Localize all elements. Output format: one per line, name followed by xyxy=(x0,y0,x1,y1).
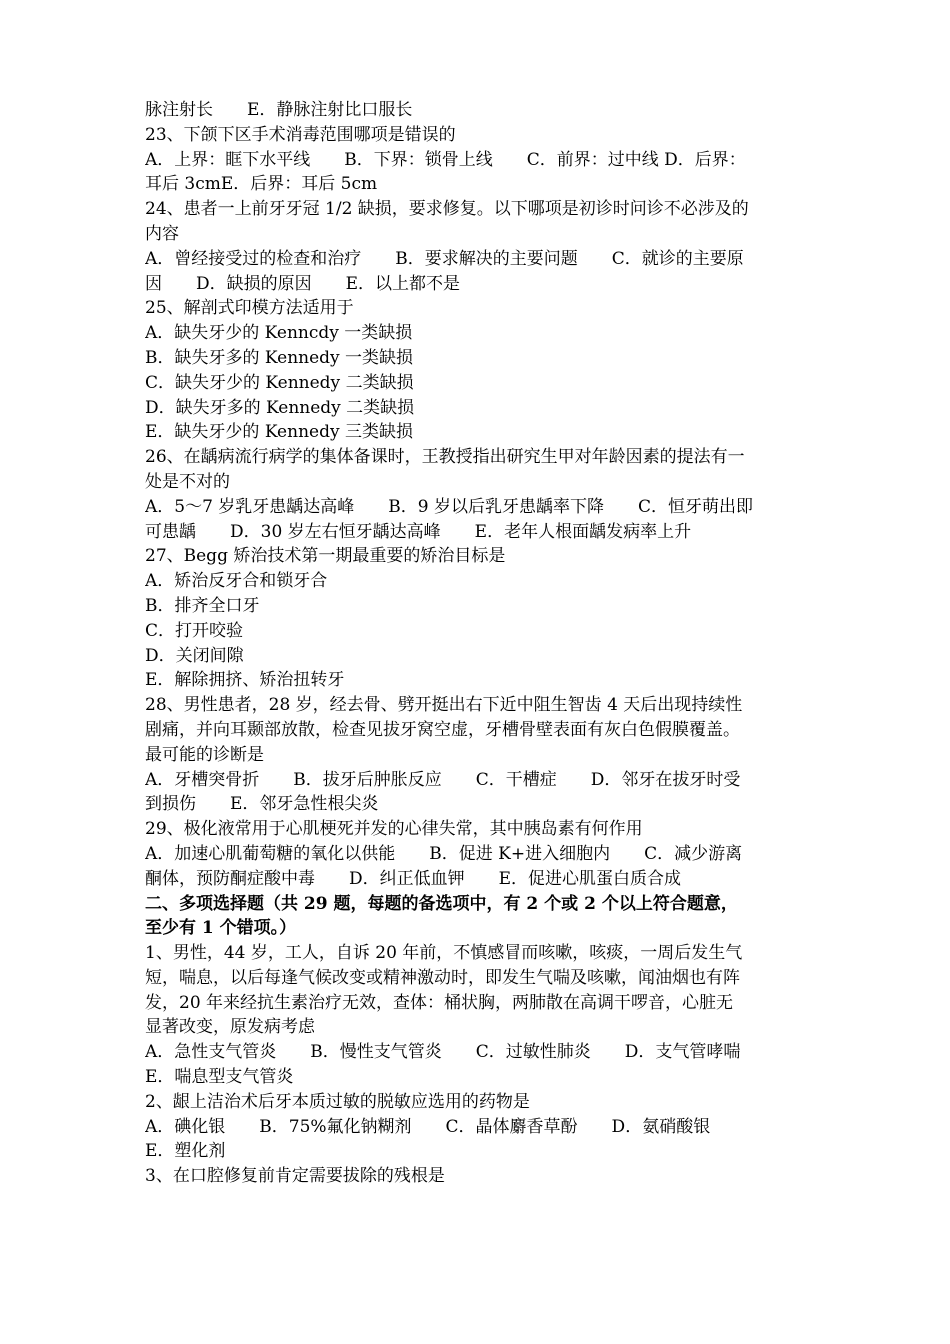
text-line: E．解除拥挤、矫治扭转牙 xyxy=(145,670,345,691)
text-line: B．缺失牙多的 Kennedy 一类缺损 xyxy=(145,347,414,368)
text-line: E．塑化剂 xyxy=(145,1141,226,1162)
question-1-title: 1、男性，44 岁，工人，自诉 20 年前，不慎感冒而咳嗽，咳痰，一周后发生气 xyxy=(145,943,743,964)
document-page xyxy=(145,98,815,1189)
question-25-title: 25、解剖式印模方法适用于 xyxy=(145,298,354,319)
text-line: 处是不对的 xyxy=(145,471,230,492)
text-line: A．牙槽突骨折 B．拔牙后肿胀反应 C．干槽症 D．邻牙在拔牙时受 xyxy=(145,769,741,790)
section-heading: 二、多项选择题（共 29 题，每题的备选项中，有 2 个或 2 个以上符合题意， xyxy=(145,893,738,914)
text-line: 内容 xyxy=(145,223,179,244)
text-line: A．曾经接受过的检查和治疗 B．要求解决的主要问题 C．就诊的主要原 xyxy=(145,248,744,269)
text-line: E．喘息型支气管炎 xyxy=(145,1067,294,1088)
text-line: E．缺失牙少的 Kennedy 三类缺损 xyxy=(145,422,413,443)
text-line: D．缺失牙多的 Kennedy 二类缺损 xyxy=(145,397,415,418)
text-line: C．打开咬验 xyxy=(145,620,244,641)
text-line: 耳后 3cmE．后界：耳后 5cm xyxy=(145,174,378,195)
text-line: D．关闭间隙 xyxy=(145,645,244,666)
text-line: 短，喘息，以后每逢气候改变或精神激动时，即发生气喘及咳嗽，闻油烟也有阵 xyxy=(145,967,740,988)
text-line: A．加速心肌葡萄糖的氧化以供能 B．促进 K+进入细胞内 C．减少游离 xyxy=(145,843,743,864)
text-line: 因 D．缺损的原因 E．以上都不是 xyxy=(145,273,461,294)
question-24-title: 24、患者一上前牙牙冠 1/2 缺损，要求修复。以下哪项是初诊时问诊不必涉及的 xyxy=(145,199,749,220)
text-line: 显著改变，原发病考虑 xyxy=(145,1017,315,1038)
text-line: A．碘化银 B．75%氟化钠糊剂 C．晶体麝香草酚 D．氨硝酸银 xyxy=(145,1116,711,1137)
text-line: 发，20 年来经抗生素治疗无效，查体：桶状胸，两肺散在高调干啰音，心脏无 xyxy=(145,992,734,1013)
text-line: B．排齐全口牙 xyxy=(145,595,260,616)
question-27-title: 27、Begg 矫治技术第一期最重要的矫治目标是 xyxy=(145,546,506,567)
text-line: 剧痛，并向耳颞部放散，检查见拔牙窝空虚，牙槽骨壁表面有灰白色假膜覆盖。 xyxy=(145,719,740,740)
question-28-title: 28、男性患者，28 岁，经去骨、劈开挺出右下近中阻生智齿 4 天后出现持续性 xyxy=(145,695,743,716)
question-23-title: 23、下颌下区手术消毒范围哪项是错误的 xyxy=(145,124,456,145)
text-line: A．急性支气管炎 B．慢性支气管炎 C．过敏性肺炎 D．支气管哮喘 xyxy=(145,1042,741,1063)
text-line: 酮体，预防酮症酸中毒 D．纠正低血钾 E．促进心肌蛋白质合成 xyxy=(145,868,682,889)
text-line: 最可能的诊断是 xyxy=(145,744,264,765)
text-line: C．缺失牙少的 Kennedy 二类缺损 xyxy=(145,372,414,393)
text-line: A．缺失牙少的 Kenncdy 一类缺损 xyxy=(145,323,413,344)
text-line: A．上界：眶下水平线 B．下界：锁骨上线 C．前界：过中线 D．后界： xyxy=(145,149,746,170)
text-line: A．矫治反牙合和锁牙合 xyxy=(145,571,328,592)
text-line: 可患龋 D．30 岁左右恒牙龋达高峰 E．老年人根面龋发病率上升 xyxy=(145,521,692,542)
question-2-title: 2、龈上洁治术后牙本质过敏的脱敏应选用的药物是 xyxy=(145,1091,530,1112)
question-26-title: 26、在龋病流行病学的集体备课时，王教授指出研究生甲对年龄因素的提法有一 xyxy=(145,447,745,468)
question-3-title: 3、在口腔修复前肯定需要拔除的残根是 xyxy=(145,1166,445,1187)
section-heading: 至少有 1 个错项。） xyxy=(145,918,297,939)
text-line: 到损伤 E．邻牙急性根尖炎 xyxy=(145,794,379,815)
text-line: A．5～7 岁乳牙患龋达高峰 B．9 岁以后乳牙患龋率下降 C．恒牙萌出即 xyxy=(145,496,754,517)
text-line: 脉注射长 E．静脉注射比口服长 xyxy=(145,100,413,120)
question-29-title: 29、极化液常用于心肌梗死并发的心律失常，其中胰岛素有何作用 xyxy=(145,819,643,840)
